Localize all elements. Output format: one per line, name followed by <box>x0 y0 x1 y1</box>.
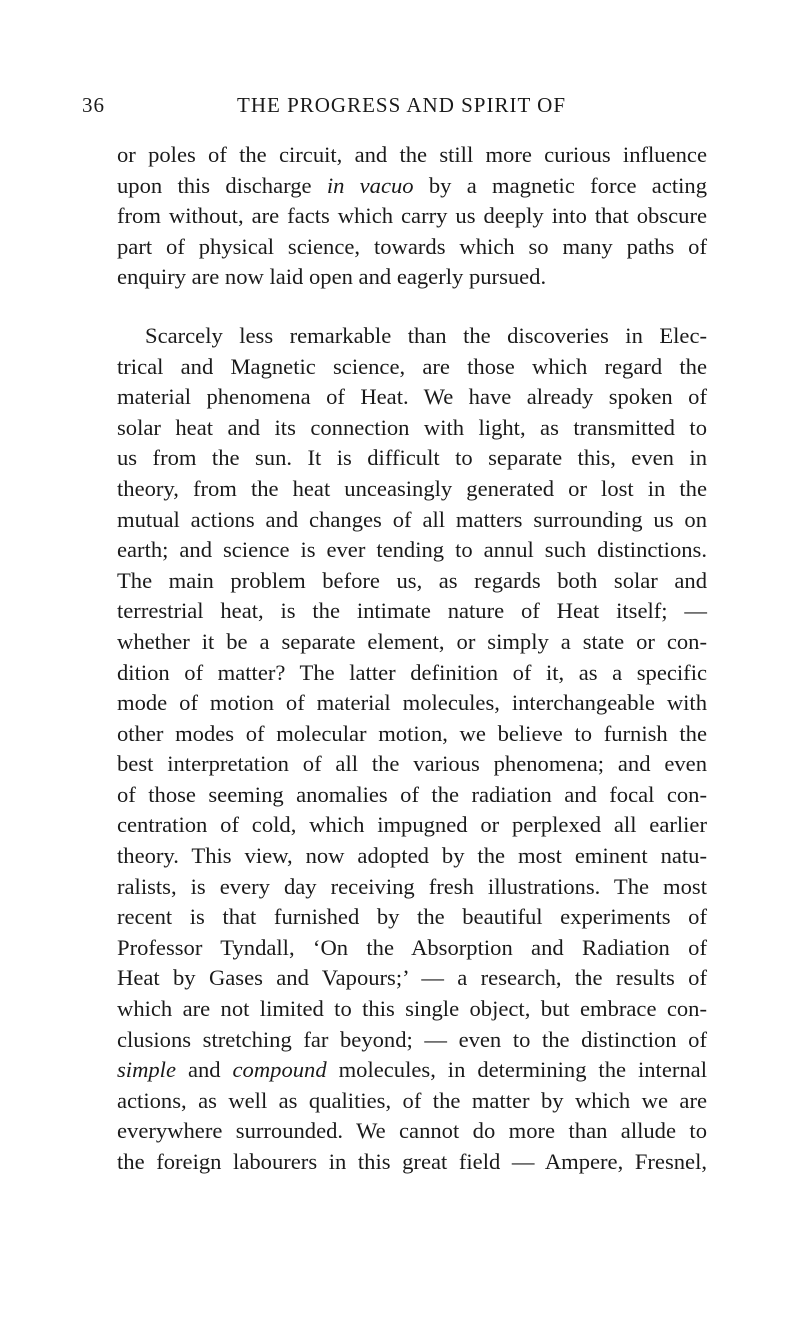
text-line: everywhere surrounded. We cannot do more than allude to <box>117 1118 707 1144</box>
text-line: which are not limited to this single object, but embrace con- <box>117 996 707 1022</box>
text-line: solar heat and its connection with light, as transmitted to <box>117 414 707 440</box>
text-line: other modes of molecular motion, we believe to furnish the <box>117 720 707 746</box>
text-line: Professor Tyndall, ‘On the Absorption and Radiation of <box>117 934 707 960</box>
text-line: enquiry are now laid open and eagerly pursued. <box>117 264 547 290</box>
text-line: upon this discharge in vacuo by a magnetic force acting <box>117 172 708 198</box>
text-line: us from the sun. It is difficult to separate this, even in <box>117 445 707 471</box>
text-line: simple and compound molecules, in determining the internal <box>117 1057 707 1083</box>
text-line: Heat by Gases and Vapours;’ — a research, the results of <box>117 965 707 991</box>
paragraph-1 <box>117 140 707 293</box>
text-line: earth; and science is ever tending to annul such distinctions. <box>117 537 707 563</box>
text-line: or poles of the circuit, and the still more curious influence <box>117 142 707 167</box>
text-line: mode of motion of material molecules, interchangeable with <box>117 690 707 716</box>
text-line: dition of matter? The latter definition of it, as a specific <box>117 659 707 685</box>
running-head <box>82 93 722 123</box>
italic-phrase: simple <box>117 1057 176 1083</box>
text-line: whether it be a separate element, or simply a state or con- <box>117 628 707 654</box>
text-line: terrestrial heat, is the intimate nature of Heat itself; — <box>117 598 707 624</box>
italic-phrase: in vacuo <box>326 172 414 198</box>
text-line: Scarcely less remarkable than the discoveries in Elec- <box>145 322 707 348</box>
running-title: THE PROGRESS AND SPIRIT OF <box>237 93 567 117</box>
text-line: of those seeming anomalies of the radiation and focal con- <box>117 781 707 807</box>
paragraph-2 <box>117 321 707 1178</box>
text-line: recent is that furnished by the beautiful experiments of <box>117 904 707 930</box>
text-line: best interpretation of all the various phenomena; and even <box>117 751 707 777</box>
text-line: mutual actions and changes of all matters surrounding us on <box>117 506 707 532</box>
text-line: from without, are facts which carry us deeply into that obscure <box>117 203 707 229</box>
text-line: material phenomena of Heat. We have already spoken of <box>117 384 707 410</box>
text-line: part of physical science, towards which so many paths of <box>117 233 707 259</box>
text-line: centration of cold, which impugned or perplexed all earlier <box>117 812 707 838</box>
text-line: ralists, is every day receiving fresh illustrations. The most <box>117 873 707 899</box>
text-line: theory. This view, now adopted by the most eminent natu- <box>117 843 707 869</box>
text-line: The main problem before us, as regards both solar and <box>117 567 707 593</box>
text-line: actions, as well as qualities, of the matter by which we are <box>117 1087 707 1113</box>
paragraph-gap <box>117 293 707 321</box>
text-line: clusions stretching far beyond; — even to the distinction of <box>117 1026 707 1052</box>
text-line: theory, from the heat unceasingly generated or lost in the <box>117 475 707 501</box>
text-line: trical and Magnetic science, are those which regard the <box>117 353 707 379</box>
body-text <box>117 140 707 1178</box>
page-number: 36 <box>82 93 105 117</box>
text-line: the foreign labourers in this great field — Ampere, Fresnel, <box>117 1149 707 1174</box>
italic-phrase: compound <box>232 1057 327 1083</box>
